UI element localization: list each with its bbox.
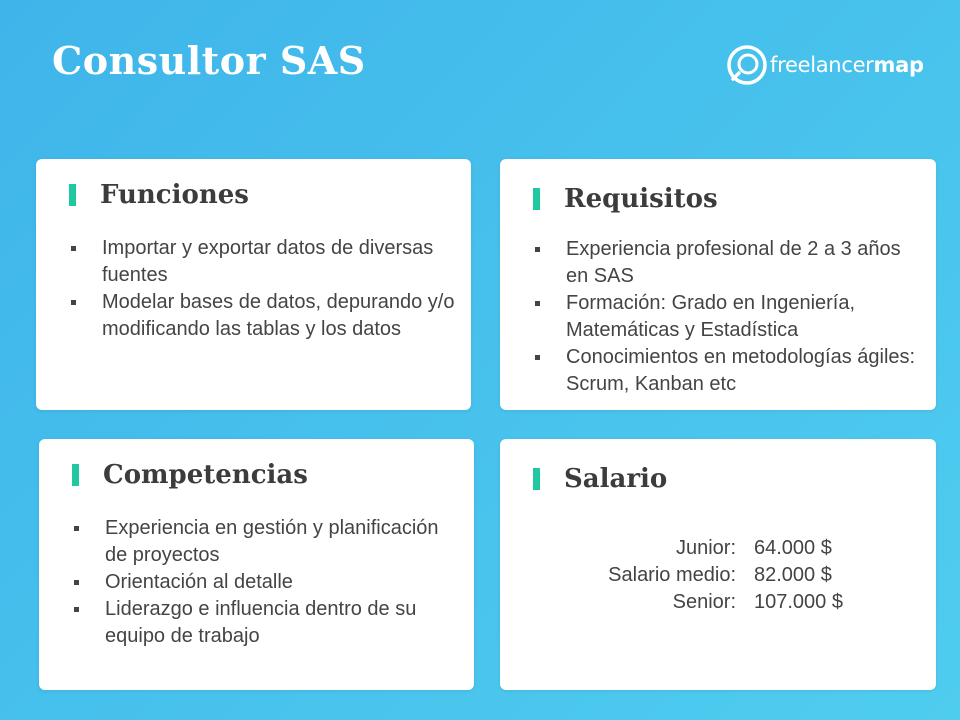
list-item: Conocimientos en metodologías ágiles: Scrum, Kanban etc xyxy=(533,344,923,398)
freelancermap-logo-icon xyxy=(727,45,767,85)
salary-label: Senior: xyxy=(672,591,736,613)
competencias-header xyxy=(72,457,308,493)
list-item: Liderazgo e influencia dentro de su equipo de trabajo xyxy=(72,596,462,650)
salary-value: 107.000 $ xyxy=(754,591,843,613)
competencias-heading: Competencias xyxy=(103,460,308,490)
page-title: Consultor SAS xyxy=(52,38,366,83)
salario-card xyxy=(500,439,936,690)
funciones-card xyxy=(36,159,471,410)
logo-wordmark xyxy=(770,53,924,77)
salary-label: Salario medio: xyxy=(608,564,736,586)
accent-bar-icon xyxy=(69,184,76,206)
list-item: Formación: Grado en Ingeniería, Matemáticas y Estadística xyxy=(533,290,923,344)
competencias-card xyxy=(39,439,474,690)
requisitos-header xyxy=(533,181,718,217)
salary-label: Junior: xyxy=(675,537,736,559)
requisitos-card xyxy=(500,159,936,410)
salario-heading: Salario xyxy=(564,464,668,494)
requisitos-heading: Requisitos xyxy=(564,184,718,214)
table-row xyxy=(540,535,843,562)
funciones-list xyxy=(69,235,459,343)
logo-text-regular: freelancer xyxy=(770,53,874,77)
salary-table xyxy=(540,535,843,616)
accent-bar-icon xyxy=(533,468,540,490)
salary-value: 82.000 $ xyxy=(754,564,832,586)
accent-bar-icon xyxy=(533,188,540,210)
salary-value: 64.000 $ xyxy=(754,537,832,559)
requisitos-list xyxy=(533,236,923,398)
list-item: Importar y exportar datos de diversas fuentes xyxy=(69,235,459,289)
list-item: Experiencia en gestión y planificación de proyectos xyxy=(72,515,462,569)
competencias-list xyxy=(72,515,462,650)
freelancermap-logo xyxy=(727,43,924,87)
table-row xyxy=(540,589,843,616)
accent-bar-icon xyxy=(72,464,79,486)
list-item: Orientación al detalle xyxy=(72,569,462,596)
salario-header xyxy=(533,461,667,497)
table-row xyxy=(540,562,843,589)
funciones-header xyxy=(69,177,249,213)
list-item: Modelar bases de datos, depurando y/o modificando las tablas y los datos xyxy=(69,289,459,343)
funciones-heading: Funciones xyxy=(100,180,249,210)
logo-text-bold: map xyxy=(873,53,924,77)
list-item: Experiencia profesional de 2 a 3 años en SAS xyxy=(533,236,923,290)
